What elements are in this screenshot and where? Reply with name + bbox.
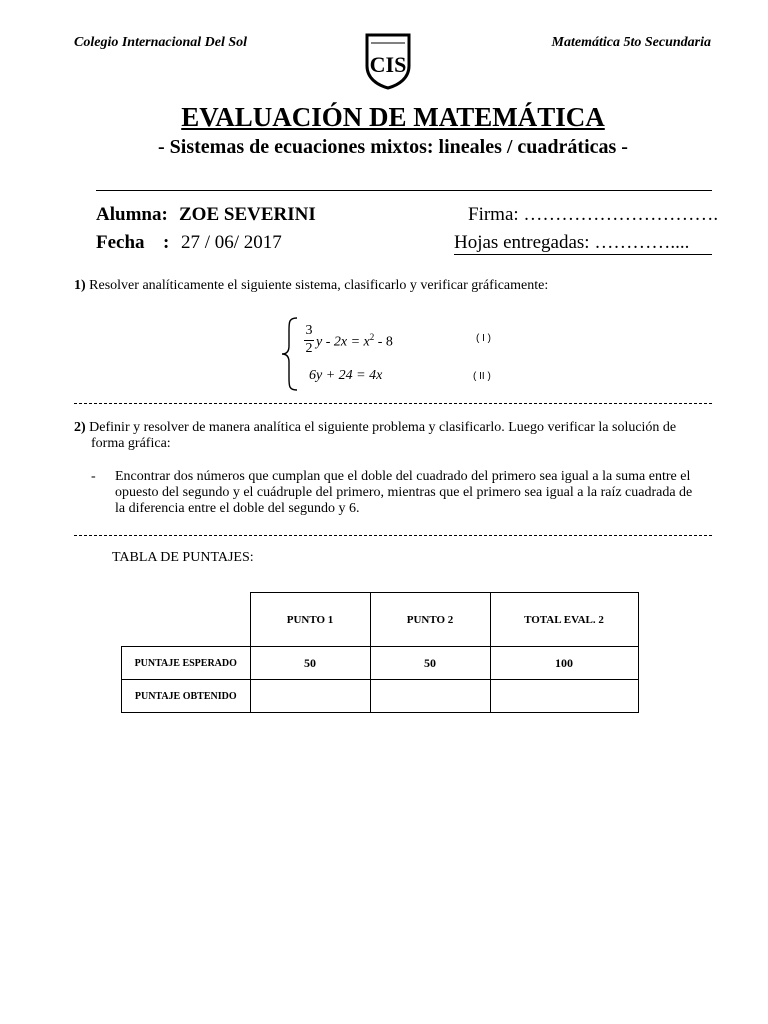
q1-number: 1) xyxy=(74,278,86,293)
eq1-tag: ( I ) xyxy=(476,333,491,344)
date-value: 27 / 06/ 2017 xyxy=(181,232,282,253)
q2-item-line2: opuesto del segundo y el cuádruple del primero, mientras que el primero sea igual a la raíz cuadrada de xyxy=(115,485,693,500)
expected-cell-3: 100 xyxy=(490,647,638,680)
q2-text-line2: forma gráfica: xyxy=(91,436,171,451)
page-subtitle: - Sistemas de ecuaciones mixtos: lineales / cuadráticas - xyxy=(158,136,628,158)
q2-statement xyxy=(74,420,714,436)
obtained-cell-1 xyxy=(250,680,370,713)
separator-2 xyxy=(74,535,712,536)
date-label: Fecha xyxy=(96,232,145,253)
sheets-field: Hojas entregadas: ………….... xyxy=(454,232,690,253)
eq1-tail: - 8 xyxy=(374,334,393,350)
signature-field: Firma: …………………………. xyxy=(468,204,719,225)
page-title: EVALUACIÓN DE MATEMÁTICA xyxy=(181,102,605,132)
q1-text: Resolver analíticamente el siguiente sistema, clasificarlo y verificar gráficamente: xyxy=(89,278,549,293)
system-brace xyxy=(280,316,300,392)
eq2-tag: ( II ) xyxy=(473,371,491,382)
q2-item-line1: Encontrar dos números que cumplan que el doble del cuadrado del primero sea igual a la suma entre el xyxy=(115,469,691,484)
student-name-label: Alumna: xyxy=(96,204,168,225)
date-separator: : xyxy=(163,232,170,253)
col-header-2: PUNTO 2 xyxy=(370,593,490,647)
equation-2: 6y + 24 = 4x xyxy=(309,368,383,383)
logo-text: CIS xyxy=(369,52,407,77)
separator-1 xyxy=(74,403,712,404)
q1-statement xyxy=(74,278,548,294)
scores-title: TABLA DE PUNTAJES: xyxy=(112,550,254,565)
eq1-body: y - 2x = x xyxy=(316,334,370,350)
expected-cell-2: 50 xyxy=(370,647,490,680)
eq1-frac-num: 3 xyxy=(305,323,313,338)
q2-item xyxy=(115,469,715,517)
table-row xyxy=(122,680,639,713)
equation-1 xyxy=(316,332,393,351)
obtained-cell-3 xyxy=(490,680,638,713)
q2-number: 2) xyxy=(74,420,86,435)
subject-name: Matemática 5to Secundaria xyxy=(551,35,711,50)
scores-table xyxy=(121,592,639,713)
school-logo xyxy=(363,32,413,90)
student-name-value: ZOE SEVERINI xyxy=(179,204,316,225)
school-name: Colegio Internacional Del Sol xyxy=(74,35,248,50)
col-header-3: TOTAL EVAL. 2 xyxy=(490,593,638,647)
q2-item-line3: la diferencia entre el doble del segundo y 6. xyxy=(115,501,360,516)
table-row xyxy=(122,647,639,680)
q2-text-line1: Definir y resolver de manera analítica el siguiente problema y clasificarlo. Luego verificar la solución de xyxy=(89,420,677,435)
col-header-1: PUNTO 1 xyxy=(250,593,370,647)
expected-cell-1: 50 xyxy=(250,647,370,680)
top-rule xyxy=(96,190,712,191)
row-label-obtained: PUNTAJE OBTENIDO xyxy=(122,680,251,713)
q2-bullet: - xyxy=(91,469,96,484)
eq1-exponent: 2 xyxy=(369,332,375,342)
obtained-cell-2 xyxy=(370,680,490,713)
sheets-rule xyxy=(454,254,712,255)
row-label-expected: PUNTAJE ESPERADO xyxy=(122,647,251,680)
eq1-frac-den: 2 xyxy=(305,341,313,356)
